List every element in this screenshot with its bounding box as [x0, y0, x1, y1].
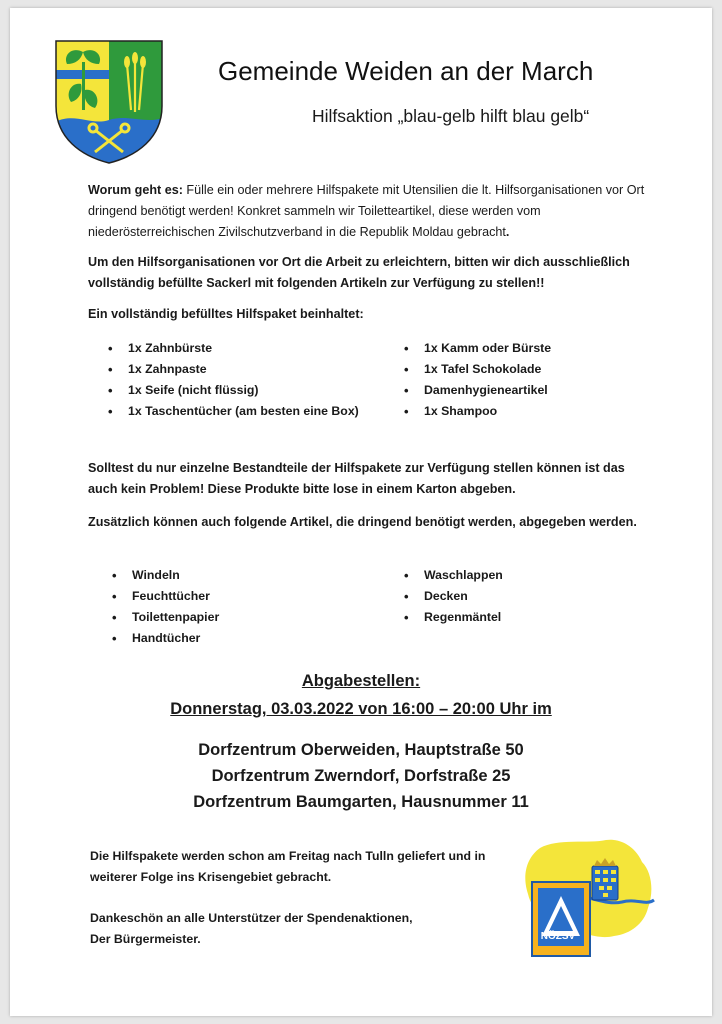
- list-item: • 1x Zahnbürste: [108, 338, 359, 359]
- intro-paragraph: [88, 180, 648, 243]
- document-page: [10, 8, 712, 1016]
- list-item: • Regenmäntel: [404, 607, 503, 628]
- list-item: • Waschlappen: [404, 565, 503, 586]
- list-item: • 1x Tafel Schokolade: [404, 359, 551, 380]
- list-item: • 1x Kamm oder Bürste: [404, 338, 551, 359]
- dropoff-date: Donnerstag, 03.03.2022 von 16:00 – 20:00 Uhr im: [170, 700, 552, 718]
- signature-line: Der Bürgermeister.: [90, 932, 201, 946]
- extra-list-left: [112, 565, 219, 649]
- request-paragraph: Um den Hilfsorganisationen vor Ort die Arbeit zu erleichtern, bitten wir dich ausschließlich vollständig befüllte Sackerl mit folgenden Artikeln zur Verfügung zu stellen!!: [88, 255, 630, 290]
- extra-heading: Zusätzlich können auch folgende Artikel, die dringend benötigt werden, abgegeben werden.: [88, 515, 637, 529]
- intro-text-end: .: [505, 225, 510, 239]
- dropoff-location: Dorfzentrum Zwerndorf, Dorfstraße 25: [211, 767, 511, 785]
- intro-label: Worum geht es:: [88, 183, 183, 197]
- list-item: • 1x Shampoo: [404, 401, 551, 422]
- list-item: • Toilettenpapier: [112, 607, 219, 628]
- list-item: • Damenhygieneartikel: [404, 380, 551, 401]
- thanks-line: Dankeschön an alle Unterstützer der Spendenaktionen,: [90, 911, 413, 925]
- nozsv-logo-text: NÖZSV: [540, 931, 576, 942]
- list-item: • 1x Taschentücher (am besten eine Box): [108, 401, 359, 422]
- list-item: • Windeln: [112, 565, 219, 586]
- package-heading: Ein vollständig befülltes Hilfspaket beinhaltet:: [88, 307, 364, 321]
- coat-of-arms-logo: [55, 40, 163, 164]
- list-item: • Feuchttücher: [112, 586, 219, 607]
- page-subtitle: Hilfsaktion „blau-gelb hilft blau gelb“: [312, 106, 590, 126]
- list-item: • Decken: [404, 586, 503, 607]
- package-list-right: [404, 338, 551, 422]
- delivery-note: Die Hilfspakete werden schon am Freitag nach Tulln geliefert und in weiterer Folge ins Krisengebiet gebracht.: [90, 849, 486, 884]
- intro-text: Fülle ein oder mehrere Hilfspakete mit Utensilien die lt. Hilfsorganisationen vor Ort dringend benötigt werden! Konkret sammeln wir Toiletteartikel, diese werden vom niederösterreichischen Zivilschutzverband in die Republik Moldau gebracht: [88, 183, 645, 239]
- dropoff-location: Dorfzentrum Baumgarten, Hausnummer 11: [193, 793, 529, 811]
- dropoff-location: Dorfzentrum Oberweiden, Hauptstraße 50: [198, 741, 524, 759]
- thanks-note: [90, 908, 520, 950]
- dropoff-heading: Abgabestellen:: [301, 672, 421, 690]
- page-title: Gemeinde Weiden an der March: [218, 56, 594, 86]
- list-item: • Handtücher: [112, 628, 219, 649]
- list-item: • 1x Seife (nicht flüssig): [108, 380, 359, 401]
- extra-list-right: [404, 565, 503, 628]
- single-items-note: Solltest du nur einzelne Bestandteile der Hilfspakete zur Verfügung stellen können ist das auch kein Problem! Diese Produkte bitte lose in einem Karton abgeben.: [88, 461, 625, 496]
- list-item: • 1x Zahnpaste: [108, 359, 359, 380]
- package-list-left: [108, 338, 359, 422]
